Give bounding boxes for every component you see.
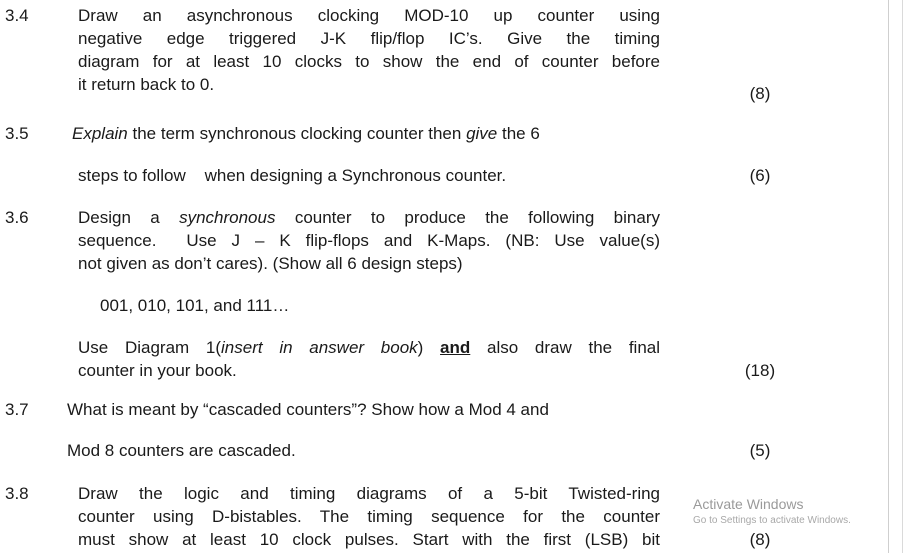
question-text-line: Use Diagram 1(insert in answer book) and also draw the final	[78, 338, 661, 357]
question-number: 3.5	[5, 124, 29, 143]
question-marks: (8)	[749, 84, 771, 103]
question-text-line: not given as don’t cares). (Show all 6 design steps)	[78, 254, 463, 273]
activate-windows-subtitle: Go to Settings to activate Windows.	[693, 515, 851, 526]
question-text-line: diagram for at least 10 clocks to show the end of counter before	[78, 52, 660, 71]
emphasis-and: and	[440, 338, 471, 357]
question-marks: (5)	[749, 441, 771, 460]
question-number: 3.7	[5, 400, 29, 419]
question-text-line: counter in your book.	[78, 361, 237, 380]
question-text-line: it return back to 0.	[78, 75, 215, 94]
question-text-line: negative edge triggered J-K flip/flop IC’s. Give the timing	[78, 29, 660, 48]
binary-sequence: 001, 010, 101, and 111…	[100, 296, 290, 315]
emphasis-give: give	[466, 124, 498, 143]
question-text-line: Design a synchronous counter to produce the following binary	[78, 208, 660, 227]
page-edge-line-outer	[902, 0, 903, 553]
question-marks: (6)	[749, 166, 771, 185]
question-text-line: counter using D-bistables. The timing sequence for the counter	[78, 507, 660, 526]
question-text-line: Mod 8 counters are cascaded.	[67, 441, 296, 460]
question-text-line: steps to follow when designing a Synchronous counter.	[78, 166, 507, 185]
emphasis-explain: Explain	[72, 124, 128, 143]
question-number: 3.8	[5, 484, 29, 503]
page-edge-line	[888, 0, 889, 553]
question-text-line: sequence. Use J – K flip-flops and K-Maps. (NB: Use value(s)	[78, 231, 660, 250]
question-marks: (8)	[749, 530, 771, 549]
question-marks: (18)	[744, 361, 776, 380]
question-number: 3.4	[5, 6, 29, 25]
question-text-line: Explain the term synchronous clocking counter then give the 6	[72, 124, 540, 143]
question-text-line: must show at least 10 clock pulses. Start with the first (LSB) bit	[78, 530, 660, 549]
question-number: 3.6	[5, 208, 29, 227]
question-text-line: What is meant by “cascaded counters”? Show how a Mod 4 and	[67, 400, 549, 419]
question-text-line: Draw an asynchronous clocking MOD-10 up counter using	[78, 6, 660, 25]
emphasis-synchronous: synchronous	[179, 208, 276, 227]
emphasis-insert: insert in answer book	[221, 338, 418, 357]
activate-windows-title: Activate Windows	[693, 496, 804, 512]
question-text-line: Draw the logic and timing diagrams of a 5-bit Twisted-ring	[78, 484, 660, 503]
